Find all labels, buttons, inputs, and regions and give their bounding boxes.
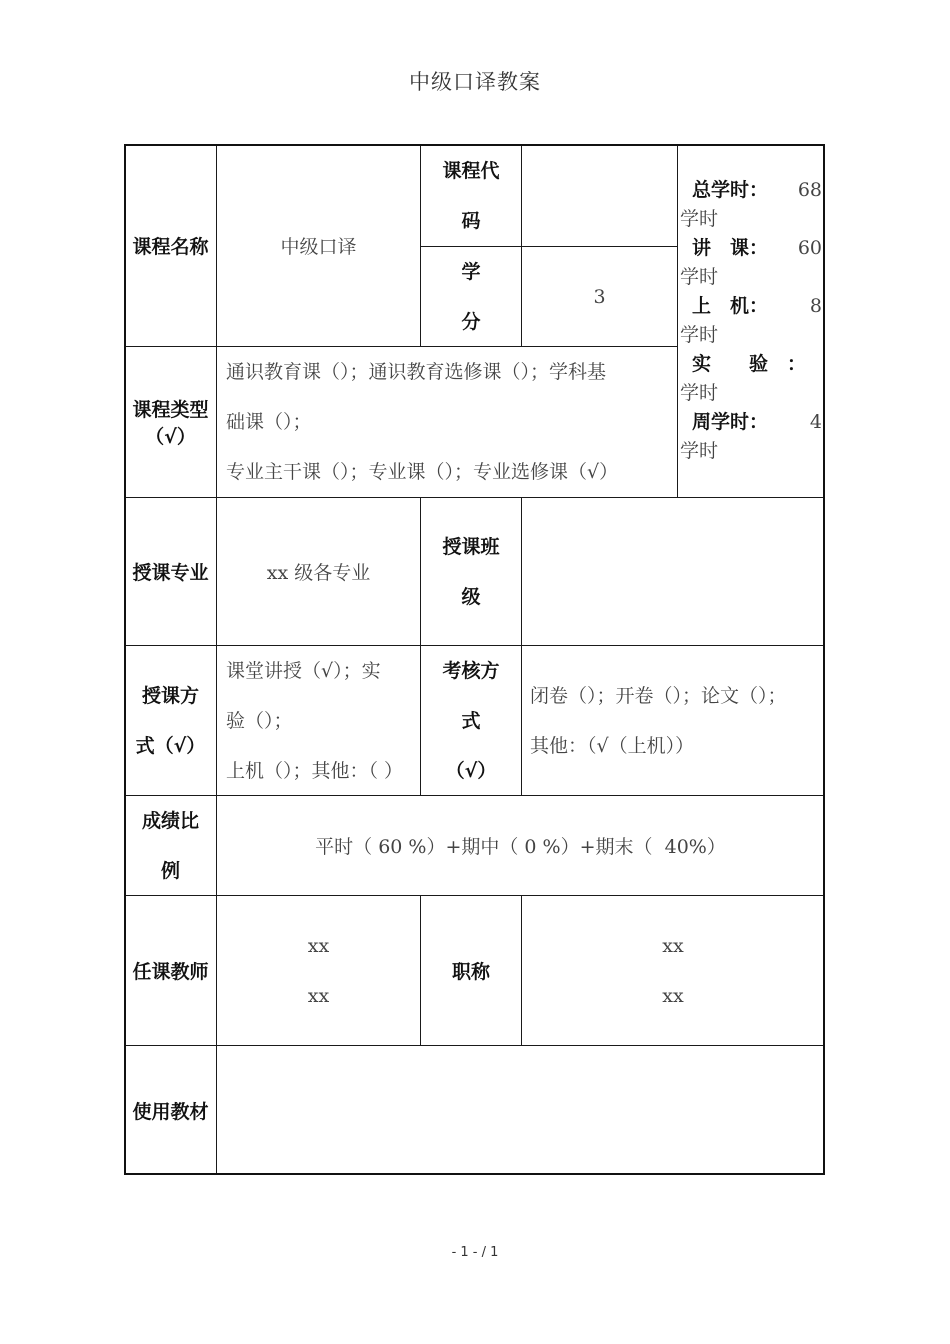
assessment-label-line2: 式	[461, 709, 481, 732]
major-label	[124, 497, 217, 646]
class-label	[420, 497, 522, 646]
teacher-name-1: xx	[307, 934, 330, 957]
total-hours-value: 68	[797, 179, 822, 201]
total-hours-row	[678, 176, 824, 205]
hours-box	[677, 144, 825, 498]
teaching-method-value	[216, 645, 421, 796]
major-label-text: 授课专业	[132, 562, 209, 584]
course-code-label-line2: 码	[461, 209, 481, 232]
assessment-value	[521, 645, 825, 796]
course-code-label-line1: 课程代	[442, 159, 500, 182]
machine-hours-value: 8	[809, 295, 822, 317]
class-label-line1: 授课班	[442, 535, 500, 558]
page-number: - 1 - / 1	[451, 1245, 499, 1260]
lab-hours-row	[678, 350, 824, 379]
teacher-label	[124, 895, 217, 1046]
textbook-value	[216, 1045, 825, 1175]
weekly-hours-unit: 学时	[680, 440, 719, 462]
course-type-label-line1: 课程类型	[132, 399, 209, 421]
lecture-hours-value: 60	[797, 237, 822, 259]
job-title-values	[521, 895, 825, 1046]
assessment-line1: 闭卷（）；开卷（）；论文（）；	[530, 684, 787, 707]
lab-hours-unit: 学时	[680, 382, 719, 404]
teaching-method-line2: 验（）；	[226, 709, 293, 732]
grading-value-text: 平时（ 60 %）+期中（ 0 %）+期末（ 40%）	[315, 836, 726, 858]
grading-label-line2: 例	[160, 859, 180, 882]
course-name-label-text: 课程名称	[132, 236, 209, 258]
weekly-hours-unit-row	[678, 437, 824, 466]
job-title-label	[420, 895, 522, 1046]
major-value	[216, 497, 421, 646]
total-hours-unit-row	[678, 205, 824, 234]
teaching-method-line1: 课堂讲授（√）；实	[226, 659, 381, 682]
grading-label-line1: 成绩比	[141, 809, 199, 832]
teaching-method-label-line1: 授课方	[141, 684, 199, 707]
teaching-method-label-line2: 式（√）	[135, 734, 206, 757]
assessment-label-line1: 考核方	[442, 659, 500, 682]
class-value	[521, 497, 825, 646]
weekly-hours-label: 周学时：	[692, 411, 769, 433]
assessment-line2: 其他：（√（上机））	[530, 734, 695, 757]
total-hours-unit: 学时	[680, 208, 719, 230]
lab-hours-label: 实 验 ：	[692, 353, 807, 375]
lecture-hours-unit-row	[678, 263, 824, 292]
course-type-options	[216, 346, 678, 498]
document-title: 中级口译教案	[409, 70, 541, 94]
assessment-label	[420, 645, 522, 796]
credit-value	[521, 246, 678, 347]
course-name-label	[124, 144, 217, 347]
lecture-hours-label: 讲 课：	[692, 237, 769, 259]
teacher-names	[216, 895, 421, 1046]
teacher-name-2: xx	[307, 984, 330, 1007]
course-name-value-text: 中级口译	[280, 236, 357, 258]
machine-hours-unit: 学时	[680, 324, 719, 346]
teaching-method-label	[124, 645, 217, 796]
job-title-1: xx	[662, 934, 684, 957]
course-code-label	[420, 144, 522, 247]
course-type-line2: 础课（）；	[226, 411, 312, 433]
major-value-text: xx 级各专业	[266, 562, 371, 584]
course-type-label-line2: （√）	[145, 426, 196, 448]
assessment-label-line3: （√）	[445, 759, 497, 782]
total-hours-label: 总学时：	[692, 179, 769, 201]
textbook-label-text: 使用教材	[132, 1100, 209, 1123]
course-type-line3: 专业主干课（）；专业课（）；专业选修课（√）	[226, 461, 619, 483]
credit-label-line2: 分	[461, 310, 481, 333]
course-type-line1: 通识教育课（）；通识教育选修课（）；学科基	[226, 361, 607, 383]
job-title-label-text: 职称	[451, 961, 490, 983]
course-type-label	[124, 346, 217, 498]
lab-hours-unit-row	[678, 379, 824, 408]
teacher-label-text: 任课教师	[132, 961, 209, 983]
course-name-value	[216, 144, 421, 347]
textbook-label	[124, 1045, 217, 1175]
job-title-2: xx	[662, 984, 684, 1007]
teaching-method-line3: 上机（）；其他：（ ）	[226, 759, 404, 782]
lecture-hours-unit: 学时	[680, 266, 719, 288]
grading-value	[216, 795, 825, 896]
weekly-hours-value: 4	[809, 411, 822, 433]
course-code-value	[521, 144, 678, 247]
grading-label	[124, 795, 217, 896]
machine-hours-row	[678, 292, 824, 321]
credit-value-text: 3	[593, 285, 606, 308]
credit-label-line1: 学	[461, 260, 481, 283]
machine-hours-unit-row	[678, 321, 824, 350]
credit-label	[420, 246, 522, 347]
machine-hours-label: 上 机：	[692, 295, 769, 317]
weekly-hours-row	[678, 408, 824, 437]
lecture-hours-row	[678, 234, 824, 263]
class-label-line2: 级	[461, 585, 481, 608]
